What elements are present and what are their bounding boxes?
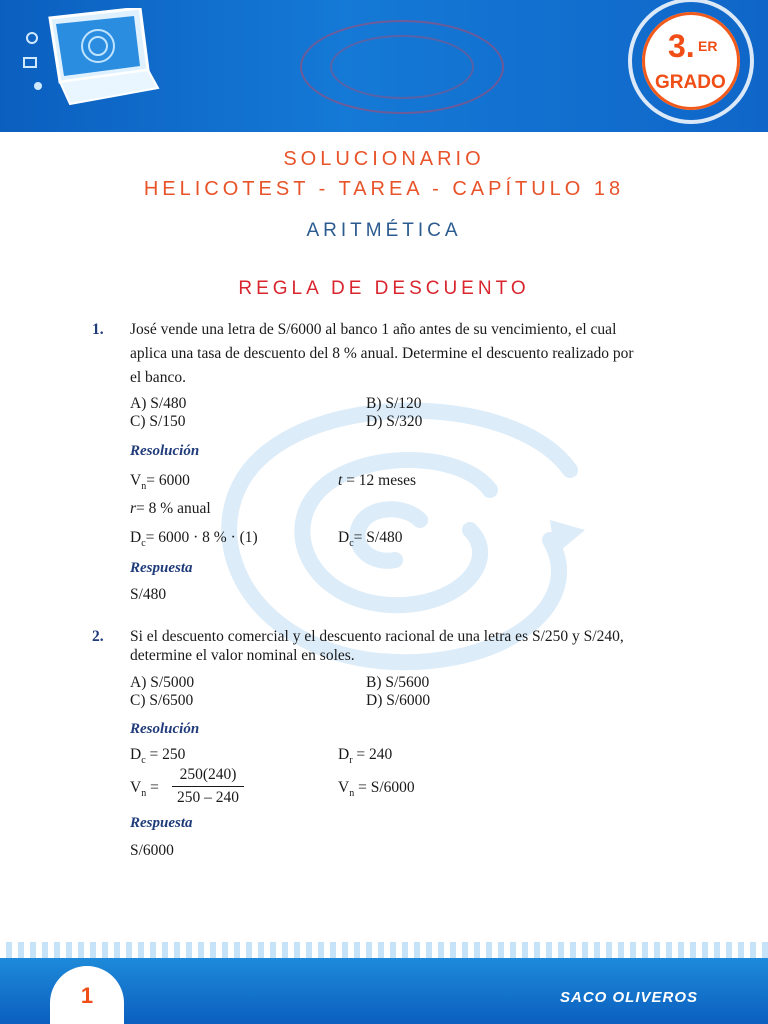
decorative-swirl-inner — [330, 35, 474, 99]
question-number: 2. — [92, 628, 104, 645]
fraction-bar — [172, 786, 244, 787]
formula-dc: $D_c = 250$ — [130, 746, 186, 766]
answer-value: S/480 — [130, 586, 167, 603]
formula-t: t = 12 meses — [338, 472, 417, 489]
answer-label: Respuesta — [130, 815, 193, 831]
question-text-line: aplica una tasa de descuento del 8 % anual. Determine el descuento realizado por — [130, 345, 634, 362]
formula-vn-label: $V_n$ = — [130, 779, 159, 799]
question-text-line: determine el valor nominal en soles. — [130, 647, 355, 664]
question-text-line: el banco. — [130, 369, 186, 386]
option-b: B) S/5600 — [366, 674, 430, 691]
grade-number: 3. — [668, 28, 695, 64]
topic-title: REGLA DE DESCUENTO — [238, 278, 530, 299]
grade-word: GRADO — [655, 72, 726, 93]
fraction — [172, 766, 244, 807]
brand-name: SACO OLIVEROS — [560, 989, 699, 1006]
formula-dc-result: $D_c= S/480$ — [338, 529, 403, 549]
grade-suffix: ER — [698, 38, 718, 54]
option-c: C) S/6500 — [130, 692, 194, 709]
page-number: 1 — [80, 983, 94, 1008]
formula-dc: $D_c= 6000 \cdot 8$ % · (1) — [130, 529, 258, 549]
formula-dr: $D_r = 240$ — [338, 746, 393, 766]
answer-label: Respuesta — [130, 560, 193, 576]
question-text-line: Si el descuento comercial y el descuento racional de una letra es S/250 y S/240, — [130, 628, 624, 645]
option-d: D) S/320 — [366, 413, 423, 430]
formula-vn-result: $V_n = S/6000$ — [338, 779, 415, 799]
header-banner — [0, 0, 768, 132]
question-number: 1. — [92, 321, 104, 338]
formula-vn: $V_n= 6000$ — [130, 472, 190, 492]
resolution-label: Resolución — [130, 721, 200, 737]
formula-r: r= 8 % anual — [130, 500, 211, 517]
option-b: B) S/120 — [366, 395, 422, 412]
option-a: A) S/480 — [130, 395, 187, 412]
option-a: A) S/5000 — [130, 674, 195, 691]
answer-value: S/6000 — [130, 842, 174, 859]
fraction-denominator: 250 – 240 — [177, 789, 239, 806]
laptop-icon — [20, 8, 160, 118]
doc-subtitle: HELICOTEST - TAREA - CAPÍTULO 18 — [143, 178, 625, 200]
fraction-numerator: 250(240) — [179, 766, 237, 783]
doc-title: SOLUCIONARIO — [283, 148, 485, 170]
subject-title: ARITMÉTICA — [306, 220, 462, 241]
question-text-line: José vende una letra de S/6000 al banco 1 año antes de su vencimiento, el cual — [130, 321, 617, 338]
option-c: C) S/150 — [130, 413, 186, 430]
option-d: D) S/6000 — [366, 692, 431, 709]
resolution-label: Resolución — [130, 443, 200, 459]
